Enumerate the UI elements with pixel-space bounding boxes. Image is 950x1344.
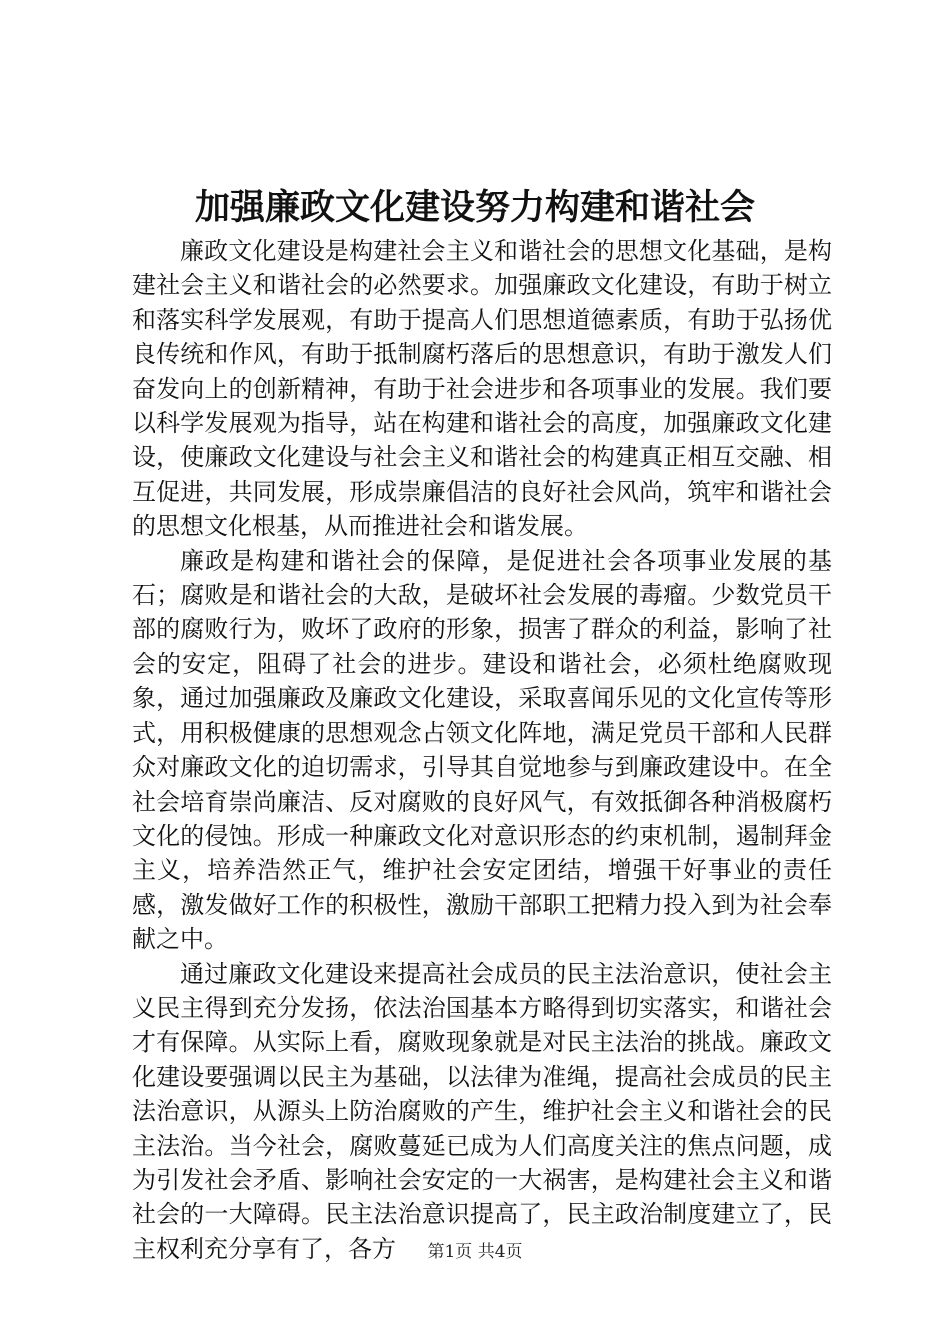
paragraph: 廉政文化建设是构建社会主义和谐社会的思想文化基础，是构建社会主义和谐社会的必然要求。加强廉政文化建设，有助于树立和落实科学发展观，有助于提高人们思想道德素质，有助于弘扬优良传统和作风，有助于抵制腐朽落后的思想意识，有助于激发人们奋发向上的创新精神，有助于社会进步和各项事业的发展。我们要以科学发展观为指导，站在构建和谐社会的高度，加强廉政文化建设，使廉政文化建设与社会主义和谐社会的构建真正相互交融、相互促进，共同发展，形成崇廉倡洁的良好社会风尚，筑牢和谐社会的思想文化根基，从而推进社会和谐发展。 <box>132 237 832 541</box>
page-footer <box>0 1240 950 1264</box>
page-number-indicator: 第1页 共4页 <box>427 1242 523 1262</box>
document-title: 加强廉政文化建设努力构建和谐社会 <box>194 187 755 228</box>
document-body <box>132 234 832 1266</box>
paragraph: 廉政是构建和谐社会的保障，是促进社会各项事业发展的基石；腐败是和谐社会的大敌，是破坏社会发展的毒瘤。少数党员干部的腐败行为，败坏了政府的形象，损害了群众的利益，影响了社会的安定，阻碍了社会的进步。建设和谐社会，必须杜绝腐败现象，通过加强廉政及廉政文化建设，采取喜闻乐见的文化宣传等形式，用积极健康的思想观念占领文化阵地，满足党员干部和人民群众对廉政文化的迫切需求，引导其自觉地参与到廉政建设中。在全社会培育崇尚廉洁、反对腐败的良好风气，有效抵御各种消极腐朽文化的侵蚀。形成一种廉政文化对意识形态的约束机制，遏制拜金主义，培养浩然正气，维护社会安定团结，增强干好事业的责任感，激发做好工作的积极性，激励干部职工把精力投入到为社会奉献之中。 <box>132 546 832 954</box>
paragraph: 通过廉政文化建设来提高社会成员的民主法治意识，使社会主义民主得到充分发扬，依法治国基本方略得到切实落实，和谐社会才有保障。从实际上看，腐败现象就是对民主法治的挑战。廉政文化建设要强调以民主为基础，以法律为准绳，提高社会成员的民主法治意识，从源头上防治腐败的产生，维护社会主义和谐社会的民主法治。当今社会，腐败蔓延已成为人们高度关注的焦点问题，成为引发社会矛盾、影响社会安定的一大祸害，是构建社会主义和谐社会的一大障碍。民主法治意识提高了，民主政治制度建立了，民主权利充分享有了，各方 <box>132 959 832 1263</box>
